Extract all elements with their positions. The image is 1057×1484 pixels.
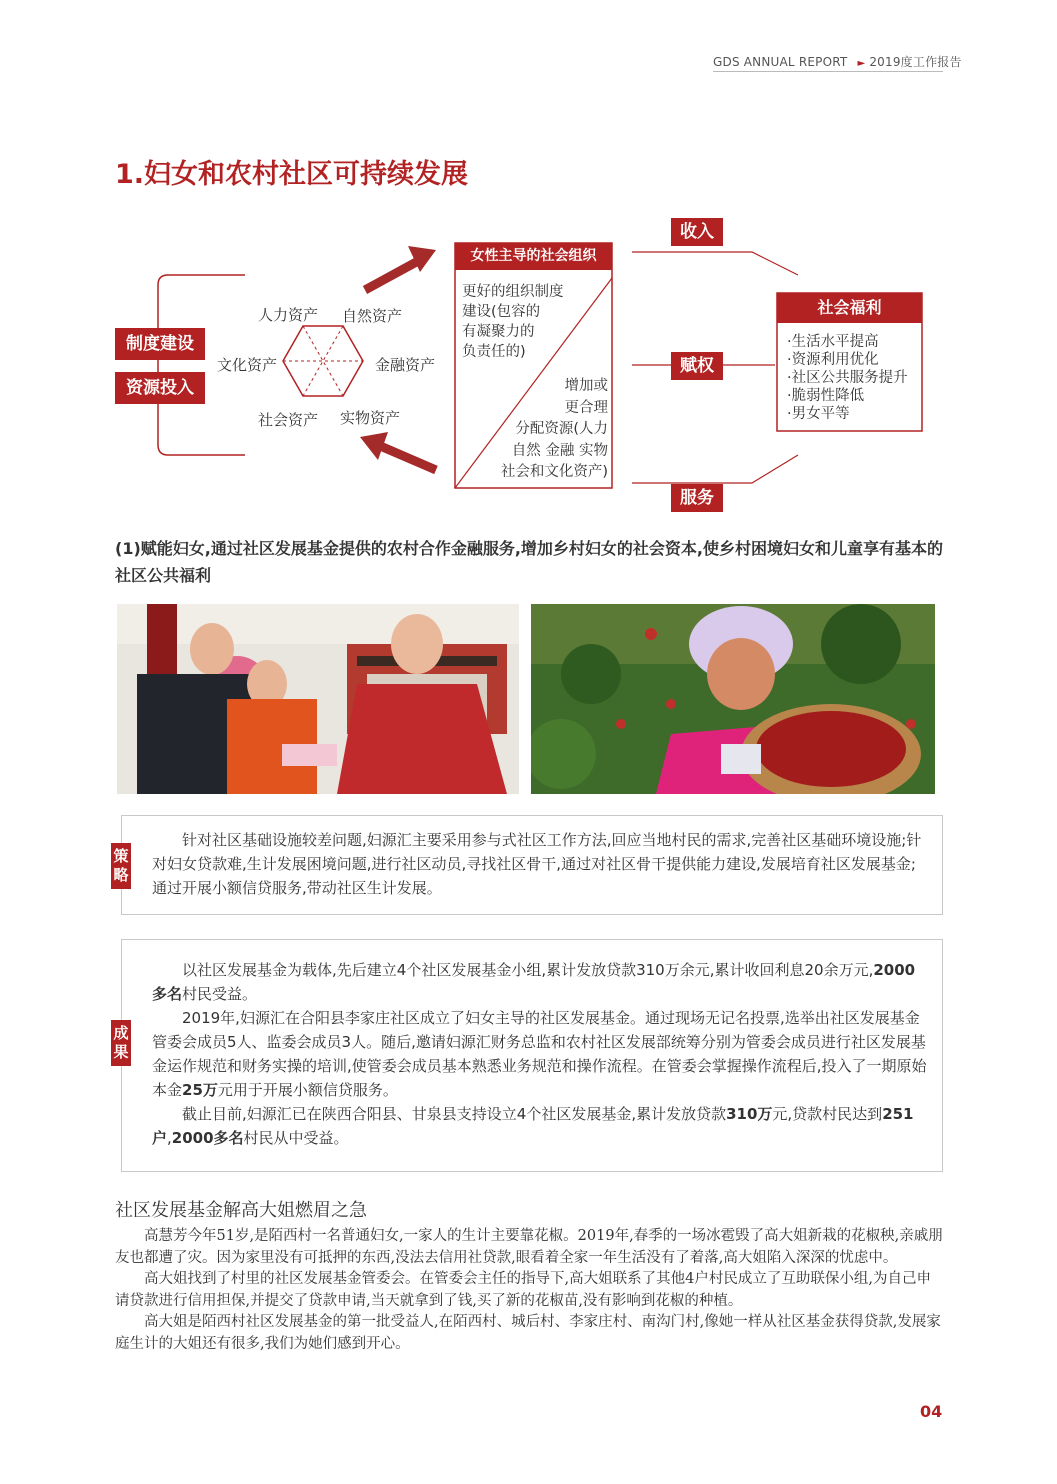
strategy-tag: 策 略 [111,843,131,889]
strategy-panel [121,815,943,915]
welfare-title-box: 社会福利 [777,293,922,323]
resource-input-box: 资源投入 [115,372,205,404]
results-tag: 成 果 [111,1020,131,1066]
header-en: GDS ANNUAL REPORT [713,55,848,69]
header-arrow-icon: ► [857,58,866,69]
framework-diagram [0,0,1057,530]
header-zh: 2019度工作报告 [869,55,962,69]
results-paragraph: 2019年,妇源汇在合阳县李家庄社区成立了妇女主导的社区发展基金。通过现场无记名投票,选举出社区发展基金管委会成员5人、监委会成员3人。随后,邀请妇源汇财务总监和农村社区发展部统筹分别为管委会成员进行社区发展基金运作规范和财务实操的培训,使管委会成员基本熟悉业务规范和操作流程。在管委会掌握操作流程后,投入了一期原始本金25万元用于开展小额信贷服务。 [152,1009,927,1099]
list-item: ·男女平等 [787,406,850,422]
page-title: 1.妇女和农村社区可持续发展 [115,159,469,190]
arrow-up-right-icon [365,246,436,290]
results-panel [121,939,943,1172]
asset-financial: 金融资产 [375,356,436,374]
asset-cultural: 文化资产 [217,356,278,374]
tag-income: 收入 [671,218,723,246]
results-paragraph: 以社区发展基金为载体,先后建立4个社区发展基金小组,累计发放贷款310万余元,累计收回利息20余万元,2000多名村民受益。 [152,961,916,1003]
org-text-lower: 增加或 更合理 分配资源(人力 自然 金融 实物 社会和文化资产) [500,378,608,480]
list-item: ·资源利用优化 [787,352,879,368]
results-paragraph: 截止目前,妇源汇已在陕西合阳县、甘泉县支持设立4个社区发展基金,累计发放贷款310万元,贷款村民达到251户,2000多名村民从中受益。 [152,1105,914,1147]
asset-social: 社会资产 [258,411,319,429]
story-paragraph: 高大姐找到了村里的社区发展基金管委会。在管委会主任的指导下,高大姐联系了其他4户村民成立了互助联保小组,为自己申请贷款进行信用担保,并提交了贷款申请,当天就拿到了钱,买了新的花椒苗,没有影响到花椒的种植。 [115,1271,931,1309]
hexagon-icon [283,326,363,396]
welfare-list [787,333,908,423]
list-item: ·社区公共服务提升 [787,370,908,386]
photo-peppercorn-harvest [531,604,935,794]
page-number: 04 [920,1402,943,1421]
section-heading: (1)赋能妇女,通过社区发展基金提供的农村合作金融服务,增加乡村妇女的社会资本,使乡村困境妇女和儿童享有基本的社区公共福利 [115,539,943,585]
story-title: 社区发展基金解高大姐燃眉之急 [115,1200,367,1221]
harvest-woman-image [531,604,935,794]
tag-empower: 赋权 [671,352,723,380]
photo-women-community [117,604,519,794]
asset-physical: 实物资产 [340,409,401,427]
women-group-image [117,604,519,794]
arrow-down-left-icon [360,432,436,470]
strategy-text: 针对社区基础设施较差问题,妇源汇主要采用参与式社区工作方法,回应当地村民的需求,完善社区基础环境设施;针对妇女贷款难,生计发展困境问题,进行社区动员,寻找社区骨干,通过对社区骨干提供能力建设,发展培育社区发展基金;通过开展小额信贷服务,带动社区生计发展。 [152,831,922,897]
results-text [152,958,930,1150]
story-paragraph: 高大姐是陌西村社区发展基金的第一批受益人,在陌西村、城后村、李家庄村、南沟门村,像她一样从社区基金获得贷款,发展家庭生计的大姐还有很多,我们为她们感到开心。 [115,1314,941,1352]
asset-natural: 自然资产 [342,307,403,325]
list-item: ·生活水平提高 [787,334,879,350]
institution-building-box: 制度建设 [115,328,205,360]
tag-service: 服务 [671,484,723,512]
story-paragraph: 高慧芳今年51岁,是陌西村一名普通妇女,一家人的生计主要靠花椒。2019年,春季的一场冰雹毁了高大姐新栽的花椒秧,亲戚朋友也都遭了灾。因为家里没有可抵押的东西,没法去信用社贷款,眼看着全家一年生活没有了着落,高大姐陷入深深的忧虑中。 [115,1228,943,1266]
asset-human: 人力资产 [258,306,319,324]
story-body [115,1226,945,1355]
org-title-box: 女性主导的社会组织 [455,243,612,270]
list-item: ·脆弱性降低 [787,388,865,404]
org-text-upper: 更好的组织制度 建设(包容的 有凝聚力的 负责任的) [462,284,564,360]
